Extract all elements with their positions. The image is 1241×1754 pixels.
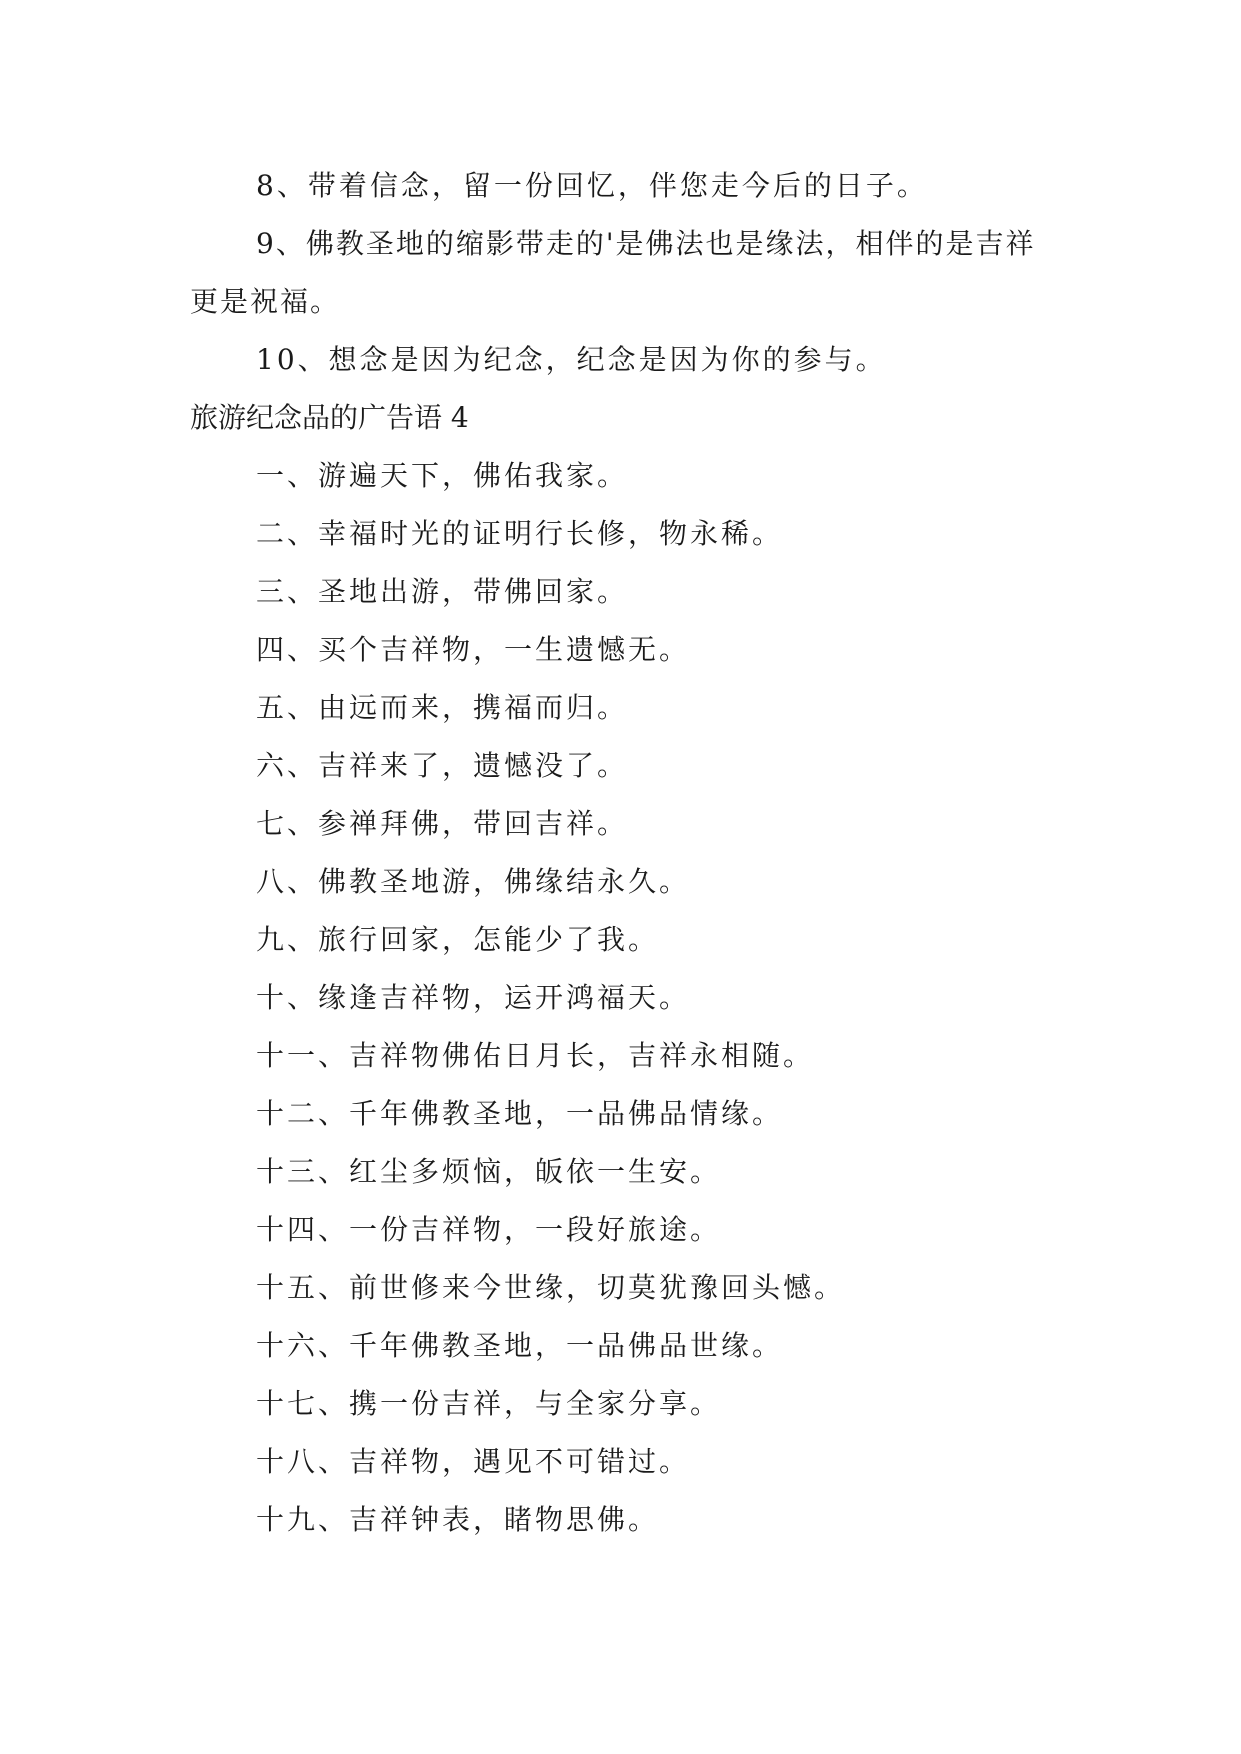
document-body bbox=[190, 157, 1060, 1549]
section-title: 旅游纪念品的广告语 4 bbox=[190, 401, 469, 434]
list-item: 8、带着信念，留一份回忆，伴您走今后的日子。 bbox=[256, 169, 928, 202]
list-item: 9、佛教圣地的缩影带走的'是佛法也是缘法，相伴的是吉祥更是祝福。 bbox=[190, 227, 1036, 318]
list-item: 十九、吉祥钟表，睹物思佛。 bbox=[256, 1503, 660, 1536]
list-item: 十、缘逢吉祥物，运开鸿福天。 bbox=[256, 981, 691, 1014]
list-item: 十八、吉祥物，遇见不可错过。 bbox=[256, 1445, 691, 1478]
list-item: 10、想念是因为纪念，纪念是因为你的参与。 bbox=[256, 343, 887, 376]
list-item: 十七、携一份吉祥，与全家分享。 bbox=[256, 1387, 722, 1420]
list-item: 十三、红尘多烦恼，皈依一生安。 bbox=[256, 1155, 722, 1188]
list-item: 十二、千年佛教圣地，一品佛品情缘。 bbox=[256, 1097, 784, 1130]
list-item: 十四、一份吉祥物，一段好旅途。 bbox=[256, 1213, 722, 1246]
list-item: 十五、前世修来今世缘，切莫犹豫回头憾。 bbox=[256, 1271, 846, 1304]
list-item: 三、圣地出游，带佛回家。 bbox=[256, 575, 629, 608]
list-item: 十一、吉祥物佛佑日月长，吉祥永相随。 bbox=[256, 1039, 815, 1072]
list-item: 二、幸福时光的证明行长修，物永稀。 bbox=[256, 517, 784, 550]
list-item: 一、游遍天下，佛佑我家。 bbox=[256, 459, 629, 492]
list-item: 六、吉祥来了，遗憾没了。 bbox=[256, 749, 629, 782]
list-item: 四、买个吉祥物，一生遗憾无。 bbox=[256, 633, 691, 666]
list-item: 八、佛教圣地游，佛缘结永久。 bbox=[256, 865, 691, 898]
list-item: 十六、千年佛教圣地，一品佛品世缘。 bbox=[256, 1329, 784, 1362]
list-item: 九、旅行回家，怎能少了我。 bbox=[256, 923, 660, 956]
list-item: 七、参禅拜佛，带回吉祥。 bbox=[256, 807, 629, 840]
list-item: 五、由远而来，携福而归。 bbox=[256, 691, 629, 724]
